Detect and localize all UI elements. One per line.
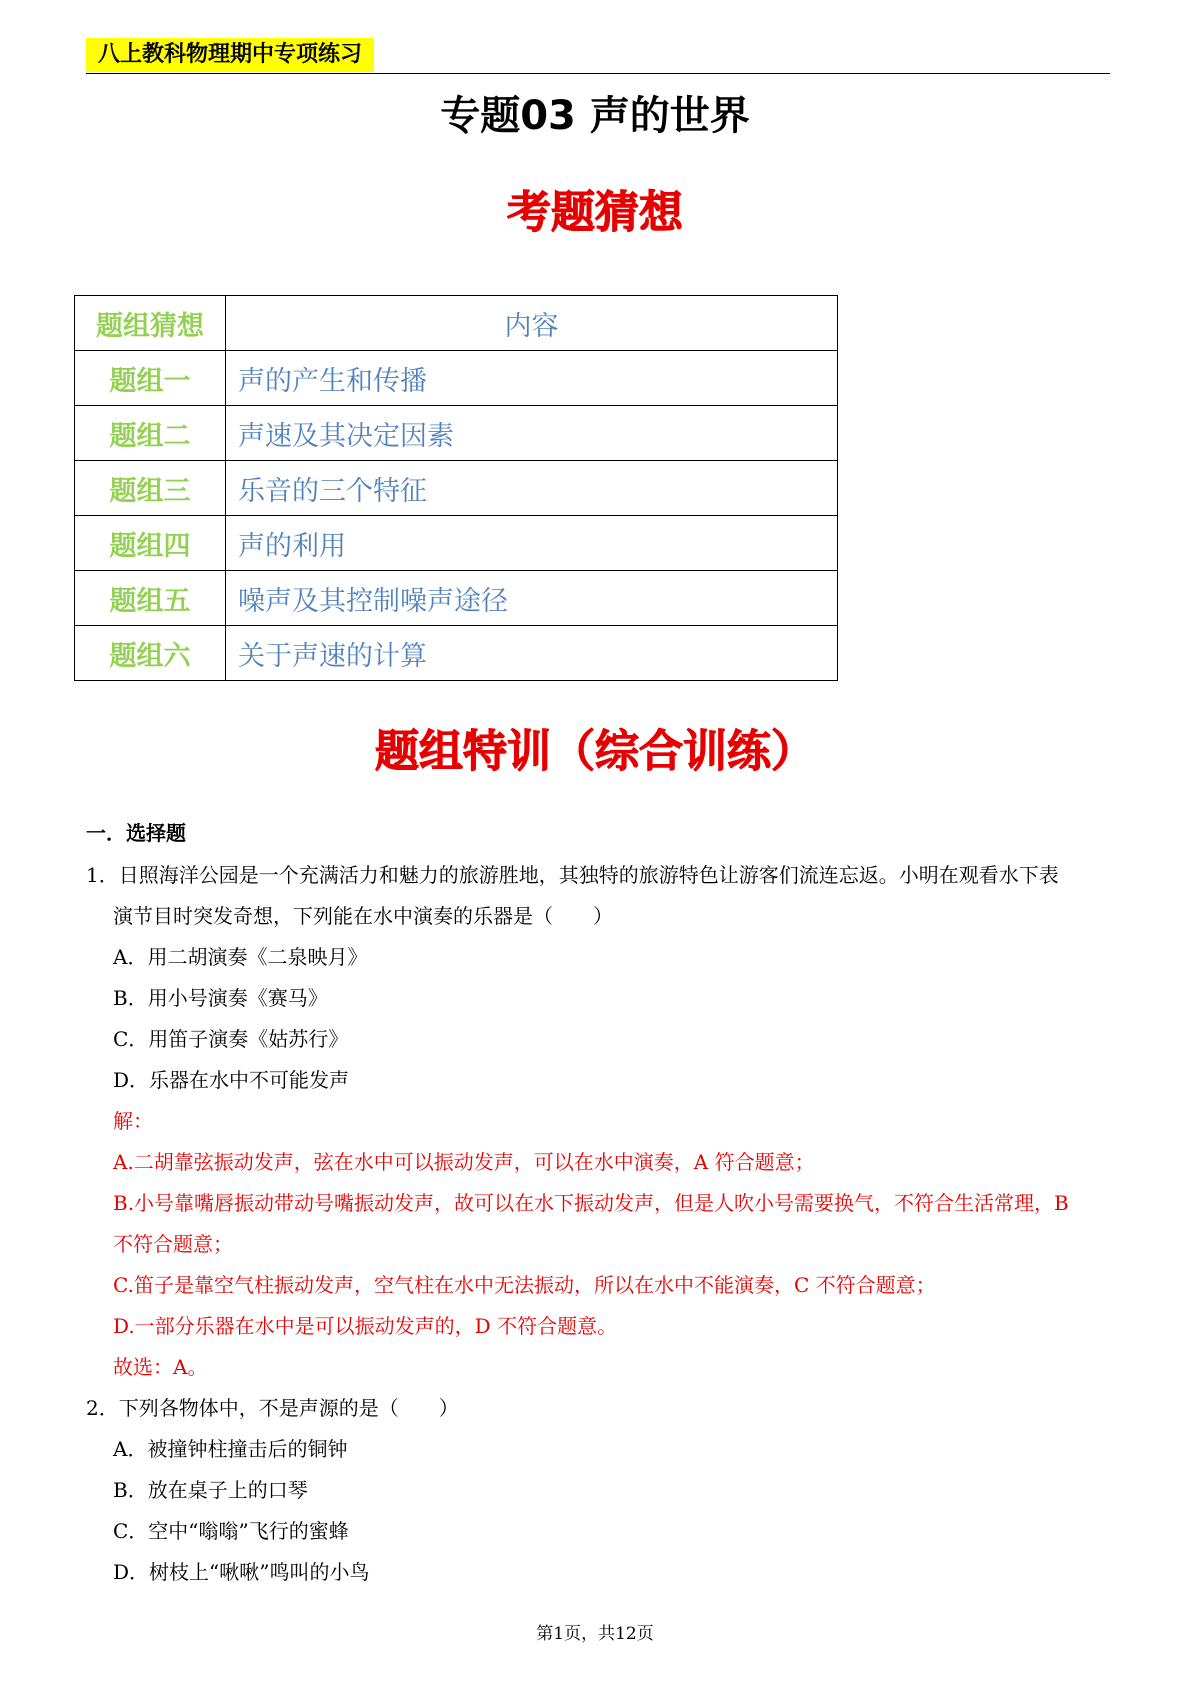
header-tag: 八上教科物理期中专项练习 [86,38,374,72]
table-header-row [75,296,838,351]
topic-table [74,295,838,681]
table-row [75,626,838,681]
table-cell-group: 题组五 [75,571,226,626]
table-cell-content: 声速及其决定因素 [226,406,838,461]
solution-label: 解： [113,1109,153,1133]
question-2-option-d: D．树枝上“啾啾”鸣叫的小鸟 [113,1560,370,1584]
table-cell-group: 题组二 [75,406,226,461]
solution-answer: 故选：A。 [113,1355,208,1379]
table-cell-group: 题组六 [75,626,226,681]
question-1-option-b: B．用小号演奏《赛马》 [113,986,328,1010]
table-row [75,571,838,626]
table-cell-group: 题组三 [75,461,226,516]
section-title-training: 题组特训（综合训练） [375,726,815,777]
question-1-option-d: D．乐器在水中不可能发声 [113,1068,350,1092]
question-1-stem-cont: 演节目时突发奇想，下列能在水中演奏的乐器是（ ） [113,904,613,928]
table-row [75,406,838,461]
table-cell-content: 噪声及其控制噪声途径 [226,571,838,626]
table-cell-content: 声的产生和传播 [226,351,838,406]
question-1-option-c: C．用笛子演奏《姑苏行》 [113,1027,349,1051]
header-divider [86,73,1110,74]
table-row [75,351,838,406]
table-cell-content: 关于声速的计算 [226,626,838,681]
part-heading: 一．选择题 [86,821,186,845]
table-row [75,461,838,516]
solution-line-c: C.笛子是靠空气柱振动发声，空气柱在水中无法振动，所以在水中不能演奏，C 不符合题意； [113,1273,936,1297]
page-title: 专题03 声的世界 [440,93,750,139]
question-2-option-c: C．空中“嗡嗡”飞行的蜜蜂 [113,1519,349,1543]
table-cell-group: 题组一 [75,351,226,406]
table-cell-content: 乐音的三个特征 [226,461,838,516]
question-2-option-a: A．被撞钟柱撞击后的铜钟 [113,1437,348,1461]
question-2-stem: 2．下列各物体中，不是声源的是（ ） [86,1396,459,1420]
table-row [75,516,838,571]
section-title-guess: 考题猜想 [507,187,683,238]
table-cell-content: 声的利用 [226,516,838,571]
solution-line-a: A.二胡靠弦振动发声，弦在水中可以振动发声，可以在水中演奏，A 符合题意； [113,1150,815,1174]
solution-line-b-cont: 不符合题意； [113,1232,233,1256]
question-1-stem: 1．日照海洋公园是一个充满活力和魅力的旅游胜地，其独特的旅游特色让游客们流连忘返。小明在观看水下表 [86,863,1059,887]
solution-line-b: B.小号靠嘴唇振动带动号嘴振动发声，故可以在水下振动发声，但是人吹小号需要换气，不符合生活常理，B [113,1191,1069,1215]
table-cell-group: 题组四 [75,516,226,571]
question-2-option-b: B．放在桌子上的口琴 [113,1478,308,1502]
table-header-cell: 内容 [226,296,838,351]
question-1-option-a: A．用二胡演奏《二泉映月》 [113,945,368,969]
solution-line-d: D.一部分乐器在水中是可以振动发声的，D 不符合题意。 [113,1314,618,1338]
page-footer: 第1页，共12页 [536,1624,654,1644]
table-header-cell: 题组猜想 [75,296,226,351]
